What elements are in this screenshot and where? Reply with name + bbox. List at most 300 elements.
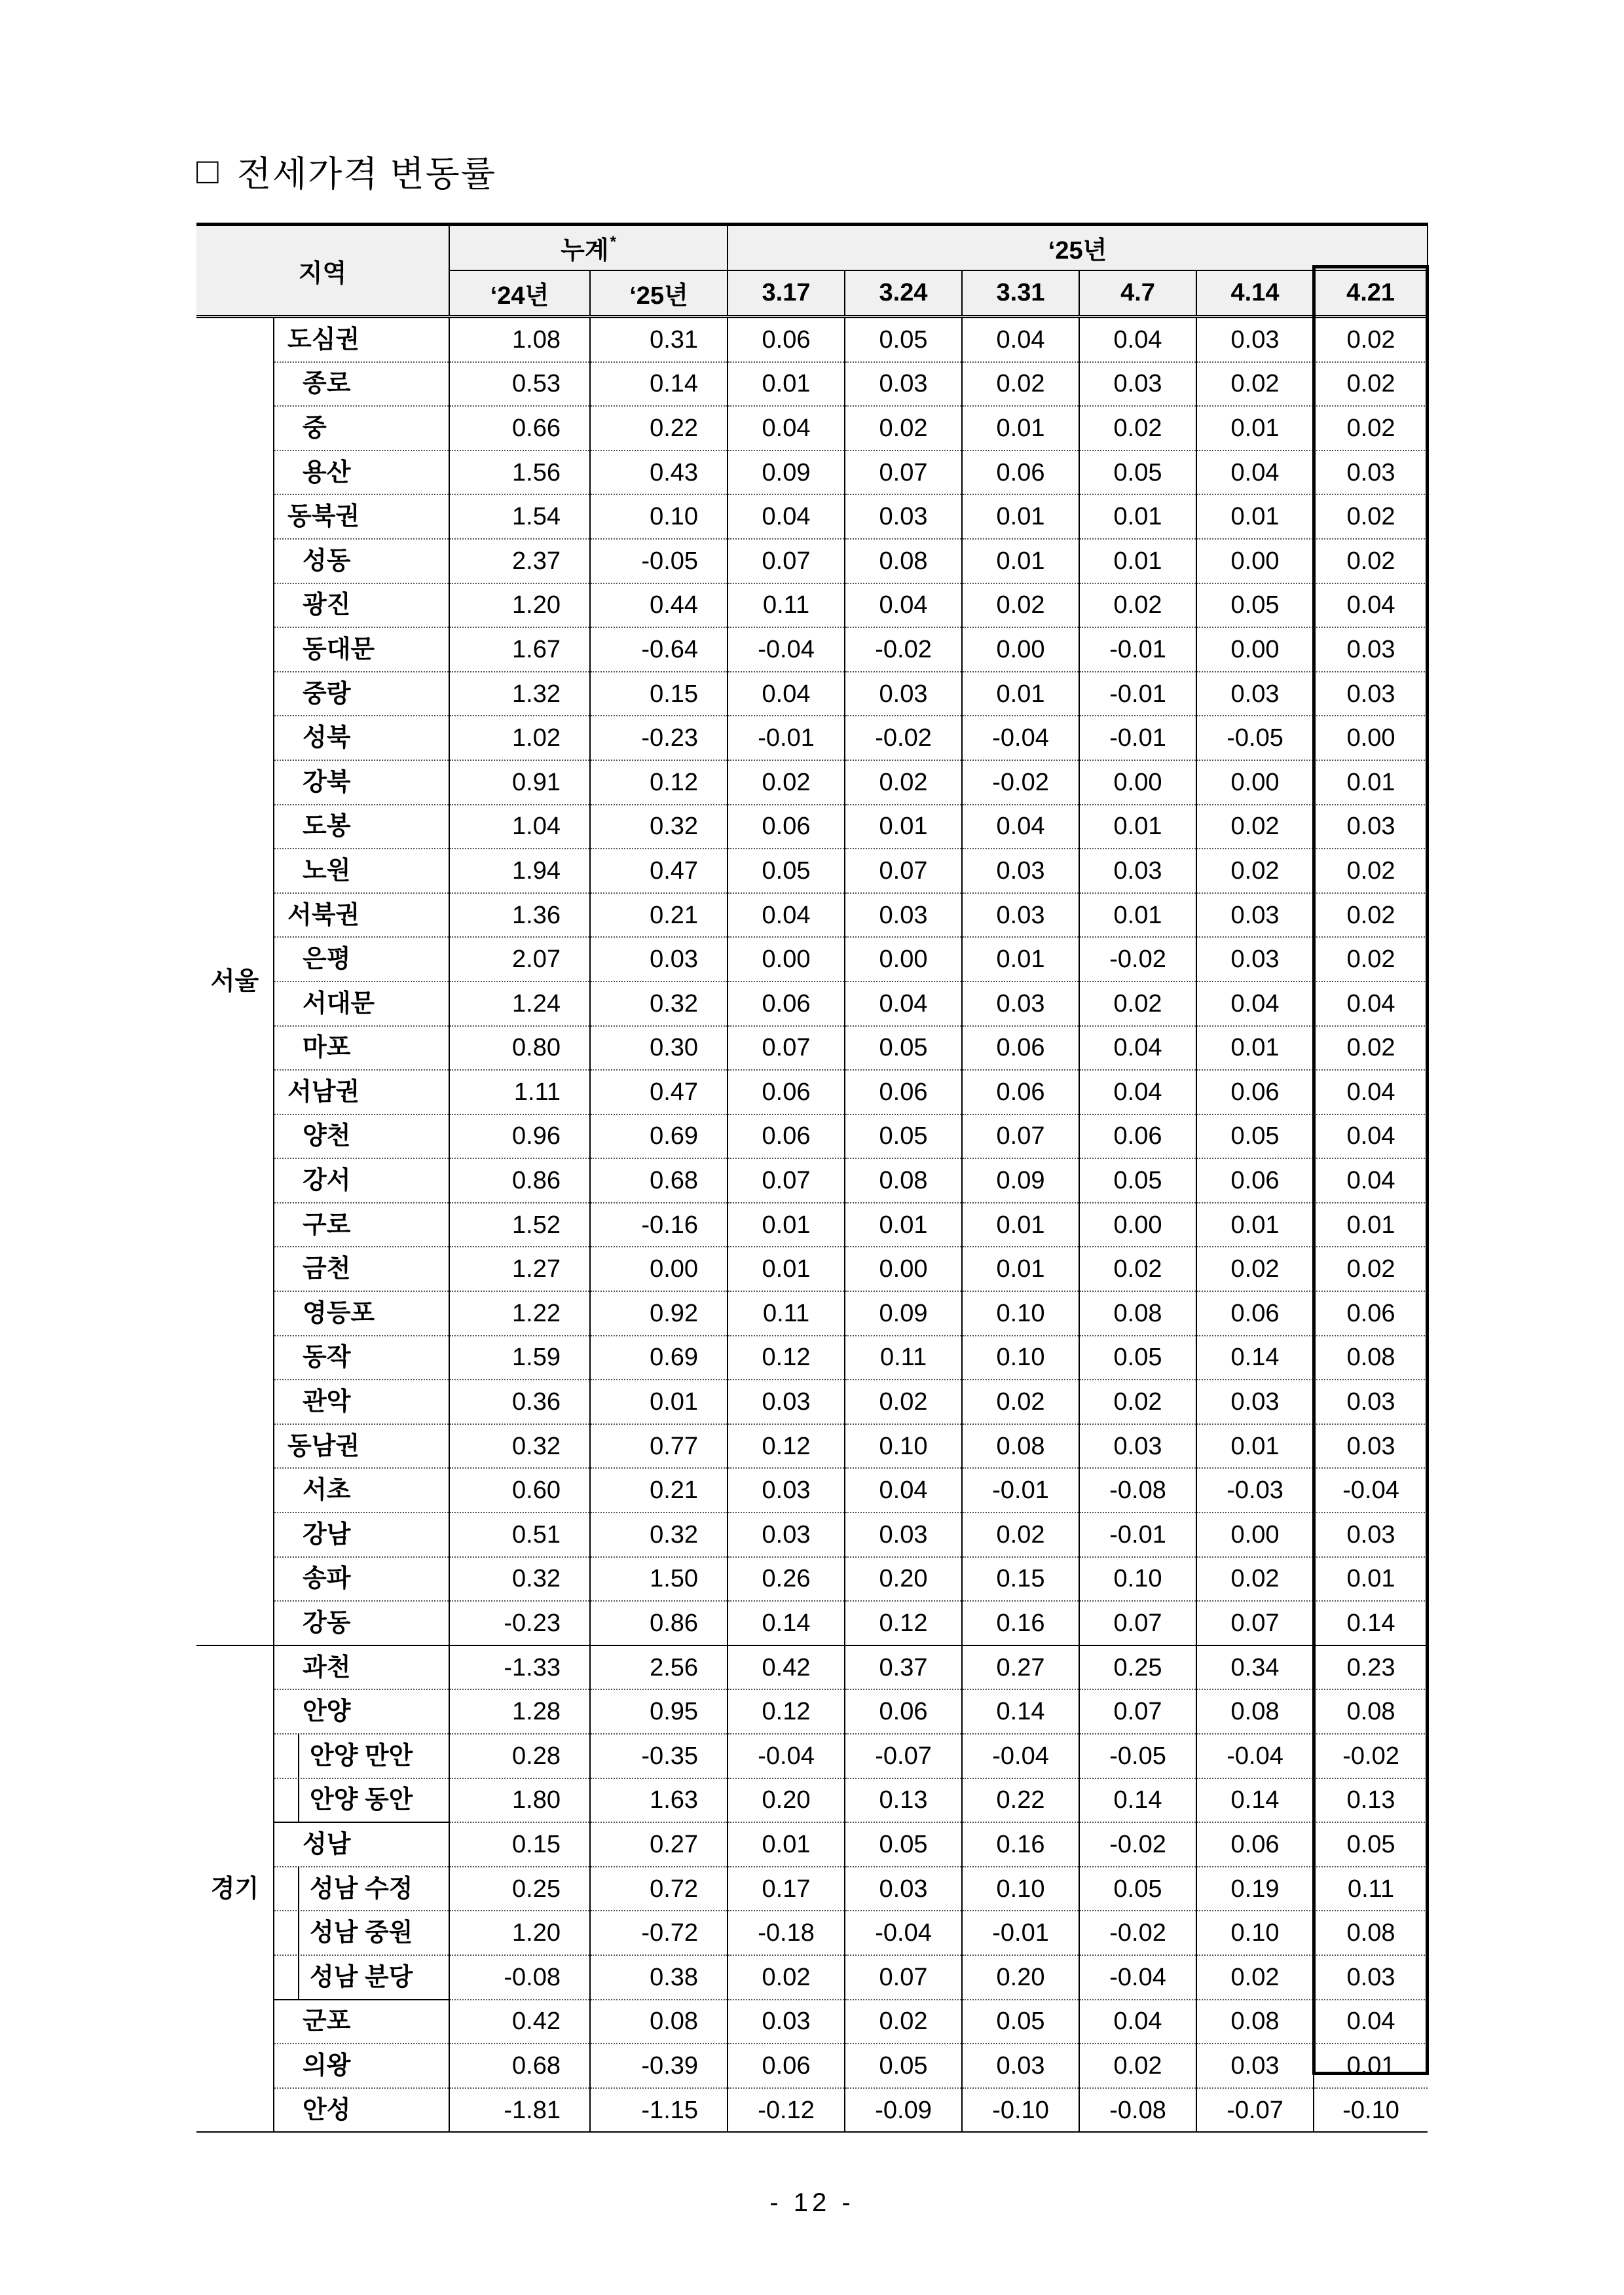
col-header: 4.14 — [1196, 270, 1314, 317]
weekly-rate-cell: 0.06 — [1196, 1158, 1314, 1203]
cumulative-rate-cell: 1.22 — [449, 1291, 590, 1336]
cumulative-rate-cell: 0.72 — [590, 1867, 728, 1911]
region-name: 동남권 — [274, 1424, 449, 1469]
cumulative-rate-cell: -1.15 — [590, 2088, 728, 2133]
region-name: 성남 수정 — [274, 1867, 449, 1911]
table-row — [196, 1203, 1428, 1247]
table-row — [196, 2000, 1428, 2044]
weekly-rate-cell: 0.06 — [728, 317, 845, 362]
cumulative-rate-cell: -0.16 — [590, 1203, 728, 1247]
jeonse-rate-table — [196, 223, 1428, 2133]
weekly-rate-cell: 0.03 — [962, 893, 1079, 938]
table-row — [196, 1513, 1428, 1557]
weekly-rate-cell: 0.01 — [1314, 1203, 1428, 1247]
weekly-rate-cell: 0.00 — [1196, 760, 1314, 805]
section-title-text: 전세가격 변동률 — [236, 154, 496, 194]
cumulative-rate-cell: 0.25 — [449, 1867, 590, 1911]
weekly-rate-cell: 0.02 — [1196, 1557, 1314, 1602]
region-name: 관악 — [274, 1380, 449, 1424]
weekly-rate-cell: 0.12 — [845, 1601, 962, 1645]
weekly-rate-cell: 0.06 — [1196, 1070, 1314, 1114]
weekly-rate-cell: 0.05 — [962, 2000, 1079, 2044]
cumulative-rate-cell: -0.39 — [590, 2044, 728, 2088]
weekly-rate-cell: 0.20 — [845, 1557, 962, 1602]
region-group-label: 서울 — [196, 317, 274, 1645]
weekly-rate-cell: 0.03 — [962, 982, 1079, 1026]
weekly-rate-cell: 0.07 — [845, 849, 962, 893]
weekly-rate-cell: -0.08 — [1079, 1468, 1196, 1513]
weekly-rate-cell: 0.14 — [1196, 1336, 1314, 1380]
cumulative-rate-cell: 0.30 — [590, 1026, 728, 1071]
cumulative-rate-cell: 1.02 — [449, 716, 590, 760]
weekly-rate-cell: 0.01 — [728, 1203, 845, 1247]
col-header: ‘25년 — [590, 270, 728, 317]
weekly-rate-cell: 0.04 — [845, 583, 962, 628]
table-row — [196, 760, 1428, 805]
weekly-rate-cell: 0.05 — [1196, 583, 1314, 628]
weekly-rate-cell: 0.02 — [1314, 362, 1428, 407]
weekly-rate-cell: 0.23 — [1314, 1645, 1428, 1690]
col-header: 3.31 — [962, 270, 1079, 317]
weekly-rate-cell: 0.03 — [1196, 1380, 1314, 1424]
weekly-rate-cell: 0.04 — [1314, 583, 1428, 628]
weekly-rate-cell: 0.04 — [1314, 1158, 1428, 1203]
weekly-rate-cell: 0.03 — [728, 1513, 845, 1557]
weekly-rate-cell: 0.07 — [728, 1158, 845, 1203]
cumulative-rate-cell: 1.54 — [449, 494, 590, 539]
weekly-rate-cell: -0.04 — [1079, 1955, 1196, 2000]
table-row — [196, 1778, 1428, 1823]
weekly-rate-cell: 0.04 — [1079, 2000, 1196, 2044]
cumulative-rate-cell: 0.14 — [590, 362, 728, 407]
region-name: 안성 — [274, 2088, 449, 2133]
weekly-rate-cell: 0.00 — [1314, 716, 1428, 760]
cumulative-rate-cell: 0.77 — [590, 1424, 728, 1469]
weekly-rate-cell: 0.10 — [1079, 1557, 1196, 1602]
weekly-rate-cell: 0.02 — [728, 760, 845, 805]
weekly-rate-cell: 0.06 — [728, 1070, 845, 1114]
table-row — [196, 2044, 1428, 2088]
weekly-rate-cell: -0.05 — [1196, 716, 1314, 760]
cumulative-rate-cell: 0.21 — [590, 1468, 728, 1513]
weekly-rate-cell: 0.04 — [1196, 982, 1314, 1026]
weekly-rate-cell: 0.07 — [1196, 1601, 1314, 1645]
cumulative-rate-cell: 1.11 — [449, 1070, 590, 1114]
header-row-top — [196, 225, 1428, 271]
region-name: 광진 — [274, 583, 449, 628]
cumulative-rate-cell: 0.91 — [449, 760, 590, 805]
header-cumulative-mark: * — [610, 233, 616, 251]
region-name: 도심권 — [274, 317, 449, 362]
weekly-rate-cell: 0.04 — [1314, 2000, 1428, 2044]
weekly-rate-cell: 0.03 — [728, 1380, 845, 1424]
table-row — [196, 1026, 1428, 1071]
cumulative-rate-cell: 1.80 — [449, 1778, 590, 1823]
weekly-rate-cell: 0.02 — [1196, 849, 1314, 893]
weekly-rate-cell: 0.19 — [1196, 1867, 1314, 1911]
weekly-rate-cell: 0.15 — [962, 1557, 1079, 1602]
weekly-rate-cell: -0.04 — [1314, 1468, 1428, 1513]
weekly-rate-cell: 0.03 — [845, 494, 962, 539]
region-name: 용산 — [274, 450, 449, 495]
weekly-rate-cell: 0.11 — [845, 1336, 962, 1380]
cumulative-rate-cell: -0.23 — [449, 1601, 590, 1645]
weekly-rate-cell: 0.01 — [1314, 2044, 1428, 2088]
region-name: 구로 — [274, 1203, 449, 1247]
weekly-rate-cell: 0.00 — [1196, 539, 1314, 583]
col-header: 4.7 — [1079, 270, 1196, 317]
cumulative-rate-cell: 0.68 — [449, 2044, 590, 2088]
weekly-rate-cell: 0.05 — [845, 317, 962, 362]
weekly-rate-cell: 0.02 — [1314, 539, 1428, 583]
cumulative-rate-cell: 0.69 — [590, 1114, 728, 1159]
weekly-rate-cell: 0.10 — [845, 1424, 962, 1469]
header-cumulative — [449, 225, 728, 271]
weekly-rate-cell: 0.04 — [1314, 982, 1428, 1026]
weekly-rate-cell: 0.37 — [845, 1645, 962, 1690]
cumulative-rate-cell: -0.72 — [590, 1911, 728, 1955]
weekly-rate-cell: 0.07 — [728, 539, 845, 583]
region-name: 동대문 — [274, 627, 449, 672]
weekly-rate-cell: 0.01 — [845, 1203, 962, 1247]
weekly-rate-cell: -0.02 — [1079, 1822, 1196, 1867]
weekly-rate-cell: 0.03 — [1314, 450, 1428, 495]
weekly-rate-cell: 0.06 — [728, 2044, 845, 2088]
weekly-rate-cell: 0.02 — [845, 406, 962, 450]
weekly-rate-cell: 0.02 — [962, 362, 1079, 407]
table-row — [196, 1822, 1428, 1867]
cumulative-rate-cell: 1.56 — [449, 450, 590, 495]
region-name: 송파 — [274, 1557, 449, 1602]
weekly-rate-cell: 0.06 — [1079, 1114, 1196, 1159]
weekly-rate-cell: 0.03 — [845, 362, 962, 407]
region-name: 양천 — [274, 1114, 449, 1159]
weekly-rate-cell: 0.01 — [962, 494, 1079, 539]
weekly-rate-cell: 0.07 — [1079, 1601, 1196, 1645]
weekly-rate-cell: 0.05 — [1079, 450, 1196, 495]
weekly-rate-cell: -0.18 — [728, 1911, 845, 1955]
table-row — [196, 627, 1428, 672]
cumulative-rate-cell: -0.05 — [590, 539, 728, 583]
weekly-rate-cell: 0.01 — [1079, 893, 1196, 938]
weekly-rate-cell: 0.14 — [1196, 1778, 1314, 1823]
table-row — [196, 2088, 1428, 2133]
weekly-rate-cell: 0.11 — [1314, 1867, 1428, 1911]
cumulative-rate-cell: 0.31 — [590, 317, 728, 362]
weekly-rate-cell: 0.01 — [1314, 760, 1428, 805]
cumulative-rate-cell: 0.32 — [590, 982, 728, 1026]
region-name: 서북권 — [274, 893, 449, 938]
weekly-rate-cell: 0.03 — [962, 849, 1079, 893]
cumulative-rate-cell: 2.56 — [590, 1645, 728, 1690]
region-name: 마포 — [274, 1026, 449, 1071]
weekly-rate-cell: -0.10 — [962, 2088, 1079, 2133]
weekly-rate-cell: 0.02 — [845, 1380, 962, 1424]
cumulative-rate-cell: 0.03 — [590, 937, 728, 982]
header-region: 지역 — [196, 225, 449, 317]
weekly-rate-cell: 0.27 — [962, 1645, 1079, 1690]
weekly-rate-cell: 0.06 — [1196, 1822, 1314, 1867]
weekly-rate-cell: -0.07 — [1196, 2088, 1314, 2133]
weekly-rate-cell: 0.12 — [728, 1336, 845, 1380]
region-name: 안양 만안 — [274, 1734, 449, 1778]
cumulative-rate-cell: 1.08 — [449, 317, 590, 362]
weekly-rate-cell: -0.01 — [728, 716, 845, 760]
weekly-rate-cell: 0.05 — [845, 1822, 962, 1867]
weekly-rate-cell: 0.08 — [1314, 1911, 1428, 1955]
cumulative-rate-cell: -1.33 — [449, 1645, 590, 1690]
weekly-rate-cell: -0.12 — [728, 2088, 845, 2133]
weekly-rate-cell: -0.04 — [962, 716, 1079, 760]
header-year-2025: ‘25년 — [728, 225, 1428, 271]
weekly-rate-cell: 0.02 — [1079, 1247, 1196, 1291]
weekly-rate-cell: 0.03 — [728, 1468, 845, 1513]
cumulative-rate-cell: 2.37 — [449, 539, 590, 583]
weekly-rate-cell: -0.02 — [845, 716, 962, 760]
cumulative-rate-cell: 0.08 — [590, 2000, 728, 2044]
cumulative-rate-cell: 0.86 — [449, 1158, 590, 1203]
page-number: - 12 - — [769, 2188, 855, 2217]
region-name: 성남 — [274, 1822, 449, 1867]
cumulative-rate-cell: -1.81 — [449, 2088, 590, 2133]
weekly-rate-cell: 0.01 — [728, 1822, 845, 1867]
table-row — [196, 1867, 1428, 1911]
weekly-rate-cell: 0.04 — [728, 406, 845, 450]
cumulative-rate-cell: 1.32 — [449, 672, 590, 716]
weekly-rate-cell: 0.04 — [845, 982, 962, 1026]
cumulative-rate-cell: 0.80 — [449, 1026, 590, 1071]
weekly-rate-cell: -0.01 — [962, 1911, 1079, 1955]
weekly-rate-cell: 0.02 — [1196, 1955, 1314, 2000]
table-row — [196, 1424, 1428, 1469]
table-row — [196, 672, 1428, 716]
weekly-rate-cell: 0.02 — [845, 760, 962, 805]
weekly-rate-cell: -0.01 — [1079, 716, 1196, 760]
weekly-rate-cell: 0.05 — [845, 1114, 962, 1159]
weekly-rate-cell: -0.03 — [1196, 1468, 1314, 1513]
weekly-rate-cell: 0.16 — [962, 1822, 1079, 1867]
weekly-rate-cell: 0.34 — [1196, 1645, 1314, 1690]
weekly-rate-cell: 0.04 — [1079, 317, 1196, 362]
weekly-rate-cell: 0.22 — [962, 1778, 1079, 1823]
weekly-rate-cell: 0.14 — [962, 1689, 1079, 1734]
cumulative-rate-cell: 0.53 — [449, 362, 590, 407]
weekly-rate-cell: 0.04 — [1196, 450, 1314, 495]
weekly-rate-cell: 0.08 — [1079, 1291, 1196, 1336]
section-title — [196, 148, 496, 194]
region-name: 성남 분당 — [274, 1955, 449, 2000]
weekly-rate-cell: 0.01 — [962, 937, 1079, 982]
region-name: 영등포 — [274, 1291, 449, 1336]
weekly-rate-cell: 0.11 — [728, 1291, 845, 1336]
table-row — [196, 1645, 1428, 1690]
table-body — [196, 317, 1428, 2133]
weekly-rate-cell: 0.00 — [845, 1247, 962, 1291]
region-group-label: 경기 — [196, 1645, 274, 2133]
region-name: 강서 — [274, 1158, 449, 1203]
weekly-rate-cell: 0.02 — [1314, 494, 1428, 539]
weekly-rate-cell: 0.00 — [1079, 760, 1196, 805]
weekly-rate-cell: -0.01 — [1079, 1513, 1196, 1557]
cumulative-rate-cell: 0.69 — [590, 1336, 728, 1380]
weekly-rate-cell: 0.02 — [1196, 362, 1314, 407]
weekly-rate-cell: 0.02 — [1314, 317, 1428, 362]
weekly-rate-cell: 0.02 — [1314, 1247, 1428, 1291]
weekly-rate-cell: 0.00 — [1196, 627, 1314, 672]
region-name: 중랑 — [274, 672, 449, 716]
cumulative-rate-cell: 0.47 — [590, 1070, 728, 1114]
weekly-rate-cell: 0.02 — [962, 1380, 1079, 1424]
weekly-rate-cell: 0.03 — [1314, 627, 1428, 672]
weekly-rate-cell: 0.00 — [845, 937, 962, 982]
square-bullet-icon: □ — [196, 150, 219, 191]
weekly-rate-cell: 0.06 — [845, 1689, 962, 1734]
weekly-rate-cell: 0.01 — [962, 1203, 1079, 1247]
weekly-rate-cell: 0.08 — [1314, 1336, 1428, 1380]
weekly-rate-cell: -0.04 — [728, 627, 845, 672]
weekly-rate-cell: 0.08 — [962, 1424, 1079, 1469]
weekly-rate-cell: 0.05 — [1196, 1114, 1314, 1159]
weekly-rate-cell: 0.25 — [1079, 1645, 1196, 1690]
weekly-rate-cell: -0.01 — [1079, 627, 1196, 672]
table-row — [196, 1689, 1428, 1734]
weekly-rate-cell: -0.02 — [962, 760, 1079, 805]
region-name: 안양 — [274, 1689, 449, 1734]
weekly-rate-cell: -0.01 — [1079, 672, 1196, 716]
weekly-rate-cell: 0.06 — [728, 1114, 845, 1159]
weekly-rate-cell: 0.06 — [962, 450, 1079, 495]
weekly-rate-cell: 0.26 — [728, 1557, 845, 1602]
cumulative-rate-cell: 0.43 — [590, 450, 728, 495]
weekly-rate-cell: 0.10 — [962, 1867, 1079, 1911]
cumulative-rate-cell: 0.22 — [590, 406, 728, 450]
weekly-rate-cell: 0.07 — [845, 1955, 962, 2000]
table-row — [196, 362, 1428, 407]
cumulative-rate-cell: -0.08 — [449, 1955, 590, 2000]
cumulative-rate-cell: 1.59 — [449, 1336, 590, 1380]
weekly-rate-cell: 0.02 — [1079, 583, 1196, 628]
table-row — [196, 450, 1428, 495]
cumulative-rate-cell: 1.20 — [449, 583, 590, 628]
weekly-rate-cell: 0.03 — [845, 672, 962, 716]
weekly-rate-cell: -0.04 — [845, 1911, 962, 1955]
weekly-rate-cell: 0.03 — [962, 2044, 1079, 2088]
cumulative-rate-cell: 0.32 — [590, 805, 728, 849]
weekly-rate-cell: 0.01 — [1196, 1026, 1314, 1071]
cumulative-rate-cell: 0.32 — [590, 1513, 728, 1557]
cumulative-rate-cell: 0.27 — [590, 1822, 728, 1867]
weekly-rate-cell: 0.14 — [1079, 1778, 1196, 1823]
cumulative-rate-cell: 1.20 — [449, 1911, 590, 1955]
table-row — [196, 1911, 1428, 1955]
cumulative-rate-cell: 1.04 — [449, 805, 590, 849]
weekly-rate-cell: -0.08 — [1079, 2088, 1196, 2133]
weekly-rate-cell: 0.08 — [845, 1158, 962, 1203]
weekly-rate-cell: 0.13 — [1314, 1778, 1428, 1823]
weekly-rate-cell: 0.03 — [1196, 893, 1314, 938]
weekly-rate-cell: 0.01 — [1196, 1424, 1314, 1469]
weekly-rate-cell: -0.02 — [1079, 1911, 1196, 1955]
weekly-rate-cell: 0.01 — [1314, 1557, 1428, 1602]
weekly-rate-cell: 0.07 — [845, 450, 962, 495]
region-name: 서초 — [274, 1468, 449, 1513]
weekly-rate-cell: 0.04 — [728, 672, 845, 716]
weekly-rate-cell: 0.01 — [1196, 406, 1314, 450]
weekly-rate-cell: 0.03 — [1196, 937, 1314, 982]
weekly-rate-cell: 0.01 — [962, 406, 1079, 450]
weekly-rate-cell: 0.05 — [845, 2044, 962, 2088]
cumulative-rate-cell: 0.36 — [449, 1380, 590, 1424]
weekly-rate-cell: 0.03 — [845, 893, 962, 938]
weekly-rate-cell: -0.02 — [845, 627, 962, 672]
cumulative-rate-cell: 0.32 — [449, 1424, 590, 1469]
cumulative-rate-cell: 0.15 — [590, 672, 728, 716]
table-row — [196, 982, 1428, 1026]
col-header: 4.21 — [1314, 270, 1428, 317]
weekly-rate-cell: 0.02 — [1314, 849, 1428, 893]
weekly-rate-cell: 0.03 — [845, 1867, 962, 1911]
weekly-rate-cell: 0.02 — [962, 1513, 1079, 1557]
cumulative-rate-cell: 0.92 — [590, 1291, 728, 1336]
weekly-rate-cell: 0.00 — [1079, 1203, 1196, 1247]
col-header: 3.24 — [845, 270, 962, 317]
weekly-rate-cell: 0.01 — [1079, 805, 1196, 849]
weekly-rate-cell: 0.07 — [1079, 1689, 1196, 1734]
weekly-rate-cell: 0.07 — [962, 1114, 1079, 1159]
weekly-rate-cell: 0.03 — [1196, 672, 1314, 716]
weekly-rate-cell: 0.04 — [1079, 1026, 1196, 1071]
cumulative-rate-cell: 1.67 — [449, 627, 590, 672]
weekly-rate-cell: 0.06 — [962, 1070, 1079, 1114]
weekly-rate-cell: 0.00 — [962, 627, 1079, 672]
weekly-rate-cell: -0.10 — [1314, 2088, 1428, 2133]
weekly-rate-cell: 0.04 — [1314, 1114, 1428, 1159]
weekly-rate-cell: 0.01 — [845, 805, 962, 849]
weekly-rate-cell: 0.04 — [962, 317, 1079, 362]
weekly-rate-cell: 0.12 — [728, 1424, 845, 1469]
weekly-rate-cell: 0.04 — [728, 494, 845, 539]
table-row — [196, 1247, 1428, 1291]
cumulative-rate-cell: 0.15 — [449, 1822, 590, 1867]
region-name: 강남 — [274, 1513, 449, 1557]
weekly-rate-cell: 0.02 — [1314, 937, 1428, 982]
cumulative-rate-cell: 0.42 — [449, 2000, 590, 2044]
table-row — [196, 1291, 1428, 1336]
weekly-rate-cell: -0.02 — [1079, 937, 1196, 982]
table-row — [196, 406, 1428, 450]
weekly-rate-cell: 0.05 — [1079, 1336, 1196, 1380]
weekly-rate-cell: -0.04 — [1196, 1734, 1314, 1778]
weekly-rate-cell: 0.08 — [1196, 2000, 1314, 2044]
table-row — [196, 494, 1428, 539]
table-row — [196, 1468, 1428, 1513]
weekly-rate-cell: 0.05 — [728, 849, 845, 893]
col-header: 3.17 — [728, 270, 845, 317]
table-row — [196, 849, 1428, 893]
table-row — [196, 716, 1428, 760]
table-row — [196, 539, 1428, 583]
cumulative-rate-cell: 0.38 — [590, 1955, 728, 2000]
weekly-rate-cell: 0.01 — [1196, 494, 1314, 539]
weekly-rate-cell: 0.05 — [845, 1026, 962, 1071]
cumulative-rate-cell: 0.00 — [590, 1247, 728, 1291]
cumulative-rate-cell: 1.27 — [449, 1247, 590, 1291]
weekly-rate-cell: 0.09 — [845, 1291, 962, 1336]
weekly-rate-cell: 0.02 — [1079, 1380, 1196, 1424]
table-row — [196, 1336, 1428, 1380]
cumulative-rate-cell: 1.24 — [449, 982, 590, 1026]
cumulative-rate-cell: 0.60 — [449, 1468, 590, 1513]
